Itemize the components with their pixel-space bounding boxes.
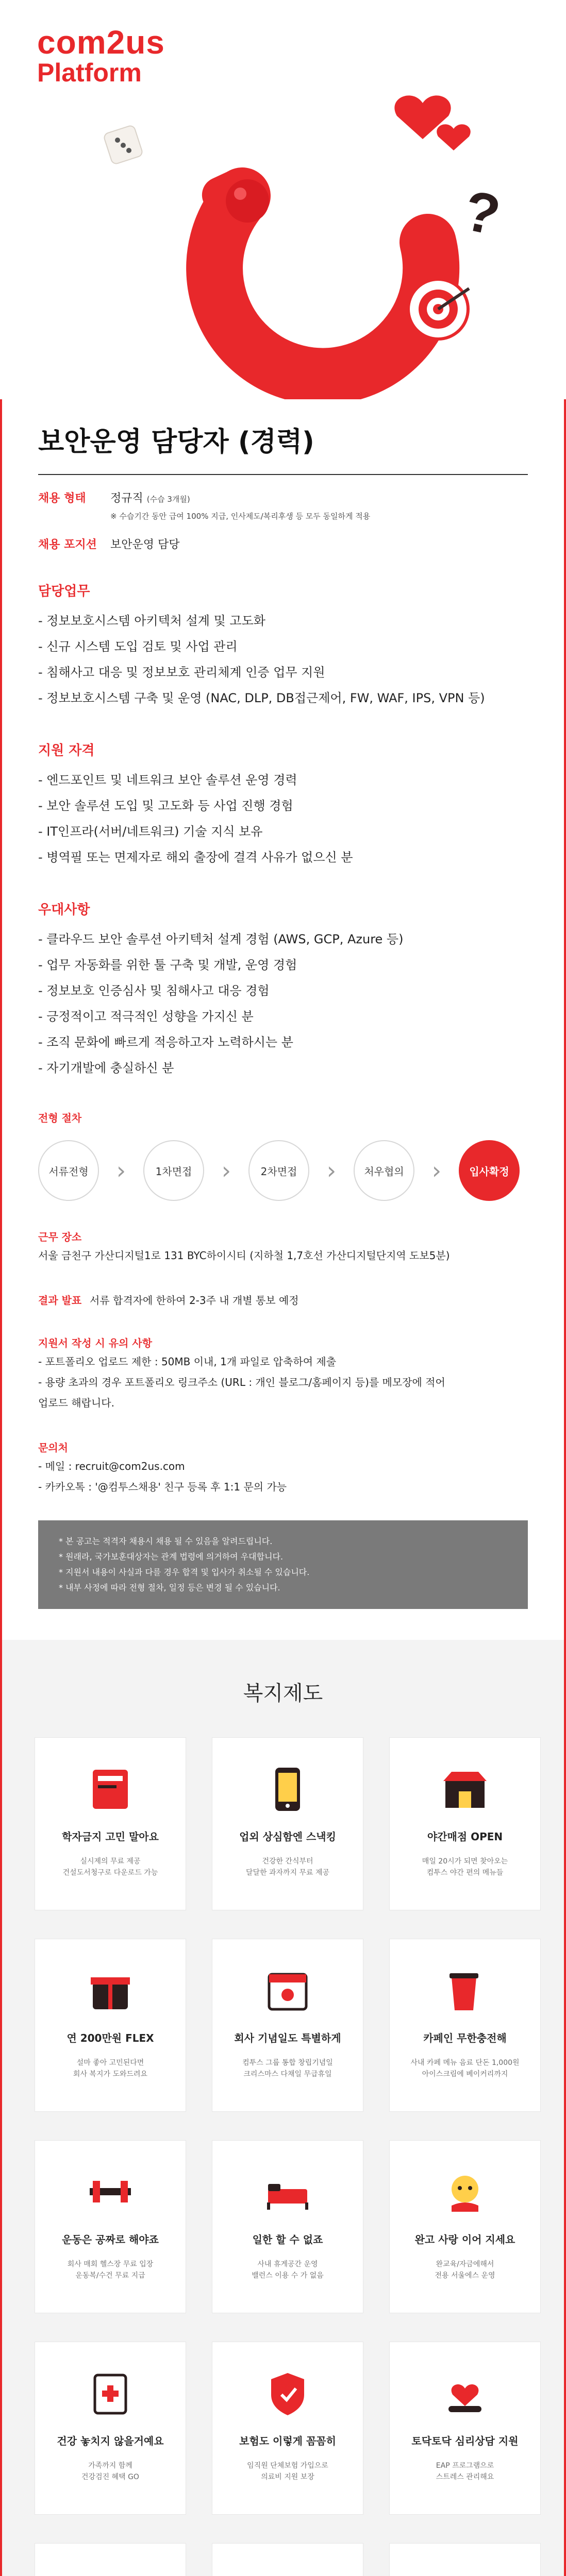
welfare-card: [212, 2543, 363, 2576]
welfare-card-desc: 설마 좋아 고민된다면 회사 복지가 도와드려요: [73, 2059, 148, 2078]
logo-line-1: com2us: [37, 24, 165, 61]
preferred-list: [38, 926, 528, 1081]
welfare-card-title: 연 200만원 FLEX: [66, 2032, 154, 2044]
welfare-card: [389, 2140, 541, 2313]
process-step-3: 2차면접: [248, 1140, 309, 1201]
welfare-title: 복지제도: [243, 1682, 323, 1705]
list-item: - IT인프라(서버/네트워크) 기술 지식 보유: [38, 824, 263, 839]
company-logo: [37, 26, 165, 86]
welfare-card-desc: 매일 20시가 되면 찾아오는 컴투스 야간 편의 메뉴들: [422, 1857, 508, 1877]
list-item: - 긍정적이고 적극적인 성향을 가지신 분: [38, 1009, 254, 1024]
notice-item: * 원래라, 국가보훈대상자는 관계 법령에 의거하여 우대합니다.: [59, 1552, 284, 1562]
guide-line-3: 업로드 해랍니다.: [38, 1397, 114, 1409]
employment-note: ※ 수습기간 동안 급여 100% 지급, 인사제도/복리후생 등 모두 동일하게 적용: [110, 512, 371, 521]
employment-value-wrap: [110, 489, 370, 521]
list-item: - 신규 시스템 도입 검토 및 사업 관리: [38, 639, 238, 654]
welfare-card-desc: 사내 휴게공간 운영 밸런스 이용 수 가 없음: [252, 2260, 324, 2280]
contact-kakao: - 카카오톡 : '@컴투스채용' 친구 등록 후 1:1 문의 가능: [38, 1481, 287, 1493]
checkup-icon: [81, 2365, 139, 2422]
welfare-card-title: 카페인 무한충전해: [423, 2032, 507, 2044]
welfare-card: [35, 2342, 186, 2515]
book-icon: [81, 1760, 139, 1818]
logo-line-2: Platform: [37, 58, 142, 87]
gift-icon: [81, 1962, 139, 2020]
list-item: - 정보보호시스템 아키텍처 설계 및 고도화: [38, 614, 265, 628]
list-item: - 자기개발에 충실하신 분: [38, 1061, 174, 1075]
welfare-card: [212, 2140, 363, 2313]
chevron-right-icon: ›: [431, 1157, 442, 1184]
shield-icon: [259, 2365, 317, 2422]
welfare-card-title: 토닥토닥 심리상담 지원: [411, 2435, 519, 2447]
chevron-right-icon: ›: [221, 1157, 231, 1184]
welfare-card: [212, 2342, 363, 2515]
welfare-card-title: 보험도 이렇게 꼼꼼히: [239, 2435, 336, 2447]
list-item: - 침해사고 대응 및 정보보호 관리체계 인증 업무 지원: [38, 665, 325, 680]
result-text: 서류 합격자에 한하여 2-3주 내 개별 통보 예정: [90, 1294, 299, 1307]
bed-icon: [259, 2163, 317, 2221]
welfare-card: [389, 2342, 541, 2515]
welfare-card-desc: 컴투스 그룹 통합 창립기념일 크리스마스 다채일 무급휴일: [242, 2059, 333, 2078]
phone-icon: [259, 1760, 317, 1818]
location-heading: 근무 장소: [38, 1231, 82, 1243]
contact-email: - 메일 : recruit@com2us.com: [38, 1460, 185, 1472]
employment-value: 정규직: [110, 492, 143, 505]
welfare-card: [35, 1737, 186, 1910]
location-text: 서울 금천구 가산디지털1로 131 BYC하이시티 (지하철 1,7호선 가산디지털단지역 도보5분): [38, 1249, 450, 1262]
process-flow: [38, 1140, 528, 1201]
welfare-card: [35, 2140, 186, 2313]
present-icon: [81, 2566, 139, 2576]
notice-item: * 내부 사정에 따라 전형 절차, 일정 등은 변경 될 수 있습니다.: [59, 1583, 280, 1592]
duties-heading: 담당업무: [38, 584, 90, 599]
welfare-card-desc: 건강한 간식부터 달달한 과자까지 무료 제공: [245, 1857, 330, 1877]
contact-heading: 문의처: [38, 1442, 68, 1454]
welfare-card: [389, 1939, 541, 2112]
notice-item: * 지원서 내용이 사실과 다를 경우 합격 및 입사가 취소될 수 있습니다.: [59, 1567, 310, 1577]
welfare-card-desc: EAP 프로그램으로 스트레스 관리해요: [436, 2462, 494, 2481]
welfare-card-desc: 실시제의 무료 제공 건설도서청구로 다운로드 가능: [62, 1857, 158, 1877]
welfare-card-title: 일한 할 수 없죠: [252, 2233, 323, 2246]
heart-hands-icon: [436, 2365, 494, 2422]
notice-box: [38, 1520, 528, 1609]
welfare-card: [212, 1737, 363, 1910]
list-item: - 조직 문화에 빠르게 적응하고자 노력하시는 분: [38, 1035, 293, 1049]
cafe-icon: [436, 1760, 494, 1818]
list-item: - 업무 자동화를 위한 툴 구축 및 개발, 운영 경험: [38, 958, 297, 972]
welfare-card-title: 학자금지 고민 말아요: [62, 1831, 159, 1843]
list-item: - 보안 솔루션 도입 및 고도화 등 사업 진행 경험: [38, 799, 293, 813]
list-item: - 클라우드 보안 솔루션 아키텍처 설계 경험 (AWS, GCP, Azure 등): [38, 932, 404, 946]
welfare-card-title: 야간매점 OPEN: [427, 1831, 503, 1843]
welfare-card: [35, 1939, 186, 2112]
position-row: [38, 536, 528, 552]
preferred-heading: 우대사항: [38, 902, 90, 918]
hero-banner: [0, 0, 566, 399]
welfare-card-title: 회사 기념일도 특별하게: [234, 2032, 341, 2044]
bus-icon: [436, 2566, 494, 2576]
baby-icon: [436, 2163, 494, 2221]
chevron-right-icon: ›: [116, 1157, 126, 1184]
welfare-card-desc: 완교육/자금에해서 전용 서울에스 운영: [435, 2260, 495, 2280]
position-value: 보안운영 담당: [110, 538, 180, 551]
process-step-1: 서류전형: [38, 1140, 99, 1201]
gym-icon: [81, 2163, 139, 2221]
job-title: 보안운영 담당자 (경력): [38, 404, 528, 475]
list-item: - 정보보호 인증심사 및 침해사고 대응 경험: [38, 984, 270, 998]
welfare-card: [389, 1737, 541, 1910]
welfare-card-desc: 회사 매회 헬스장 무료 입장 운동복/수건 무료 지급: [67, 2260, 154, 2280]
process-step-4: 처우협의: [354, 1140, 414, 1201]
welfare-card-title: 건강 놓치지 않을거예요: [57, 2435, 164, 2447]
welfare-card-desc: 사내 카페 메뉴 음료 단돈 1,000원 아이스크림에 베이커리까지: [410, 2059, 520, 2078]
employment-label: 채용 형태: [38, 492, 86, 505]
welfare-section: [0, 1640, 566, 2576]
welfare-card: [212, 1939, 363, 2112]
result-row: [38, 1292, 528, 1307]
welfare-card-title: 운동은 공짜로 해야죠: [62, 2233, 159, 2246]
requirements-list: [38, 767, 528, 870]
process-step-2: 1차면접: [143, 1140, 204, 1201]
coffee-icon: [436, 1962, 494, 2020]
welfare-card-title: 업외 상심함엔 스낵킹: [239, 1831, 336, 1843]
posting-content: [0, 404, 566, 1609]
result-heading: 결과 발표: [38, 1294, 82, 1307]
process-heading: 전형 절차: [38, 1112, 82, 1124]
guide-line-1: - 포트폴리오 업로드 제한 : 50MB 이내, 1개 파일로 압축하여 제출: [38, 1355, 337, 1368]
welfare-card-desc: 임직원 단체보험 가입으로 의료비 지원 보장: [247, 2462, 328, 2481]
calendar-icon: [259, 1962, 317, 2020]
employment-row: [38, 489, 528, 521]
guide-line-2: - 용량 초과의 경우 포트폴리오 링크주소 (URL : 개인 블로그/홈페이지 등)를 메모장에 적어: [38, 1376, 445, 1388]
list-item: - 정보보호시스템 구축 및 운영 (NAC, DLP, DB접근제어, FW, WAF, IPS, VPN 등): [38, 691, 485, 705]
position-label: 채용 포지션: [38, 538, 97, 551]
welfare-card-desc: 가족까지 함께 건강검진 혜택 GO: [81, 2462, 139, 2481]
welfare-card: [35, 2543, 186, 2576]
requirements-heading: 지원 자격: [38, 743, 95, 758]
welfare-card: [389, 2543, 541, 2576]
welfare-card-title: 완고 사랑 이어 지세요: [414, 2233, 515, 2246]
employment-value-sub: (수습 3개월): [146, 495, 190, 504]
svg-text:?: ?: [458, 178, 506, 248]
process-step-5: 입사확정: [459, 1140, 520, 1201]
welfare-grid: [0, 1706, 566, 2576]
guide-heading: 지원서 작성 시 유의 사항: [38, 1337, 153, 1349]
tv-icon: [259, 2566, 317, 2576]
notice-item: * 본 공고는 적격자 채용시 채용 될 수 있음을 알려드립니다.: [59, 1536, 273, 1546]
list-item: - 엔드포인트 및 네트워크 보안 솔루션 운영 경력: [38, 773, 297, 787]
list-item: - 병역필 또는 면제자로 해외 출장에 결격 사유가 없으신 분: [38, 850, 353, 865]
chevron-right-icon: ›: [326, 1157, 337, 1184]
duties-list: [38, 608, 528, 711]
